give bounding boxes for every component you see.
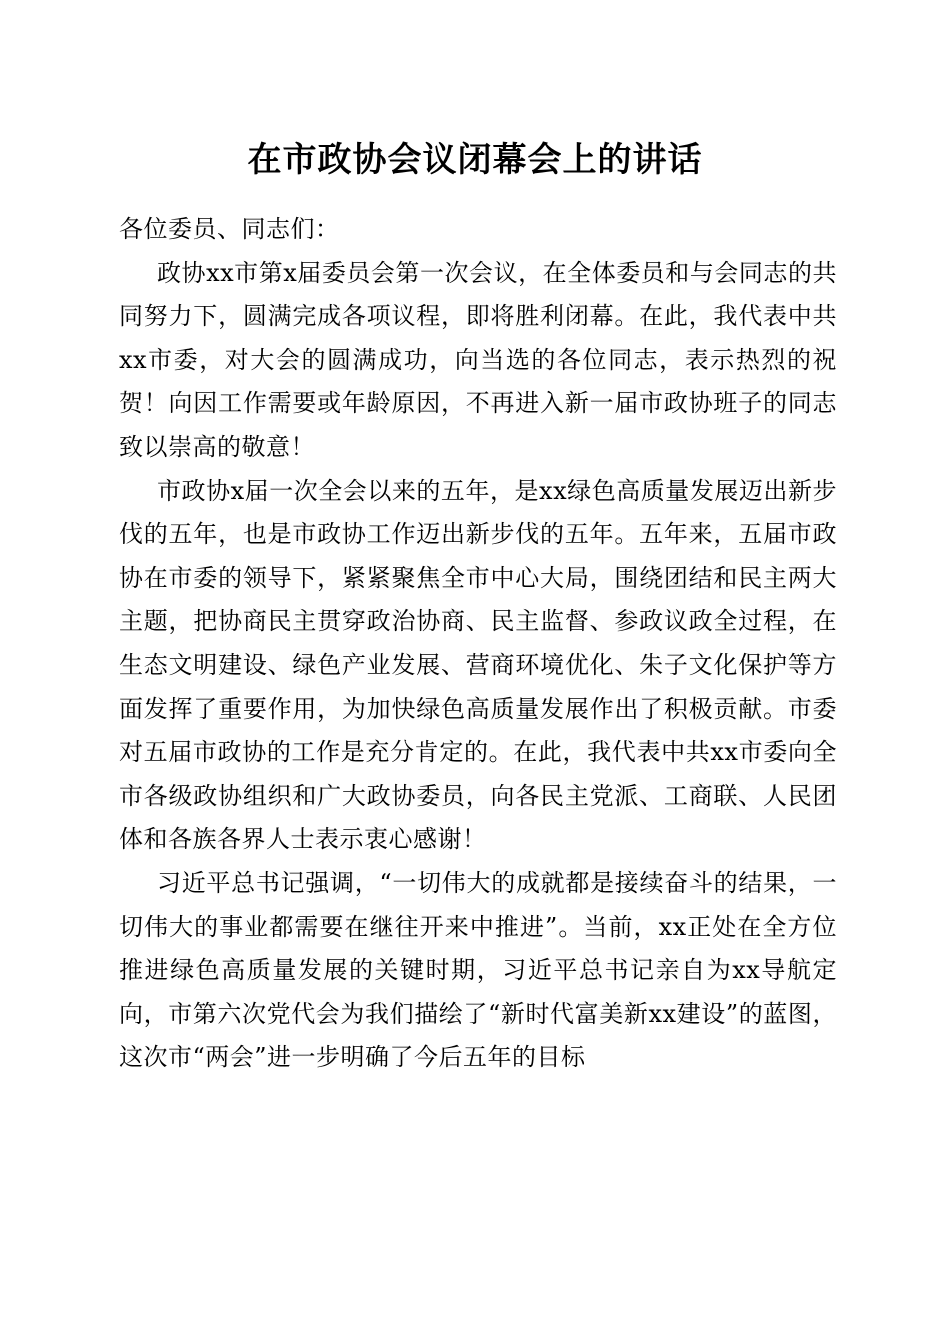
paragraph-2: 市政协x届一次全会以来的五年，是xx绿色高质量发展迈出新步伐的五年，也是市政协工作迈出新步伐的五年。五年来，五届市政协在市委的领导下，紧紧聚焦全市中心大局，围绕团结和民主两大主题，把协商民主贯穿政治协商、民主监督、参政议政全过程，在生态文明建设、绿色产业发展、营商环境优化、朱子文化保护等方面发挥了重要作用，为加快绿色高质量发展作出了积极贡献。市委对五届市政协的工作是充分肯定的。在此，我代表中共xx市委向全市各级政协组织和广大政协委员，向各民主党派、工商联、人民团体和各族各界人士表示衷心感谢！ xyxy=(119,476,837,854)
salutation: 各位委员、同志们： xyxy=(119,215,340,243)
paragraph-1: 政协xx市第x届委员会第一次会议，在全体委员和与会同志的共同努力下，圆满完成各项议程，即将胜利闭幕。在此，我代表中共xx市委，对大会的圆满成功，向当选的各位同志，表示热烈的祝贺！向因工作需要或年龄原因，不再进入新一届市政协班子的同志致以崇高的敬意！ xyxy=(119,258,837,461)
paragraph-3: 习近平总书记强调，“一切伟大的成就都是接续奋斗的结果，一切伟大的事业都需要在继往开来中推进”。当前，xx正处在全方位推进绿色高质量发展的关键时期，习近平总书记亲自为xx导航定向，市第六次党代会为我们描绘了“新时代富美新xx建设”的蓝图，这次市“两会”进一步明确了今后五年的目标 xyxy=(119,868,837,1072)
document-body xyxy=(119,208,837,1080)
document-title: 在市政协会议闭幕会上的讲话 xyxy=(247,140,703,180)
